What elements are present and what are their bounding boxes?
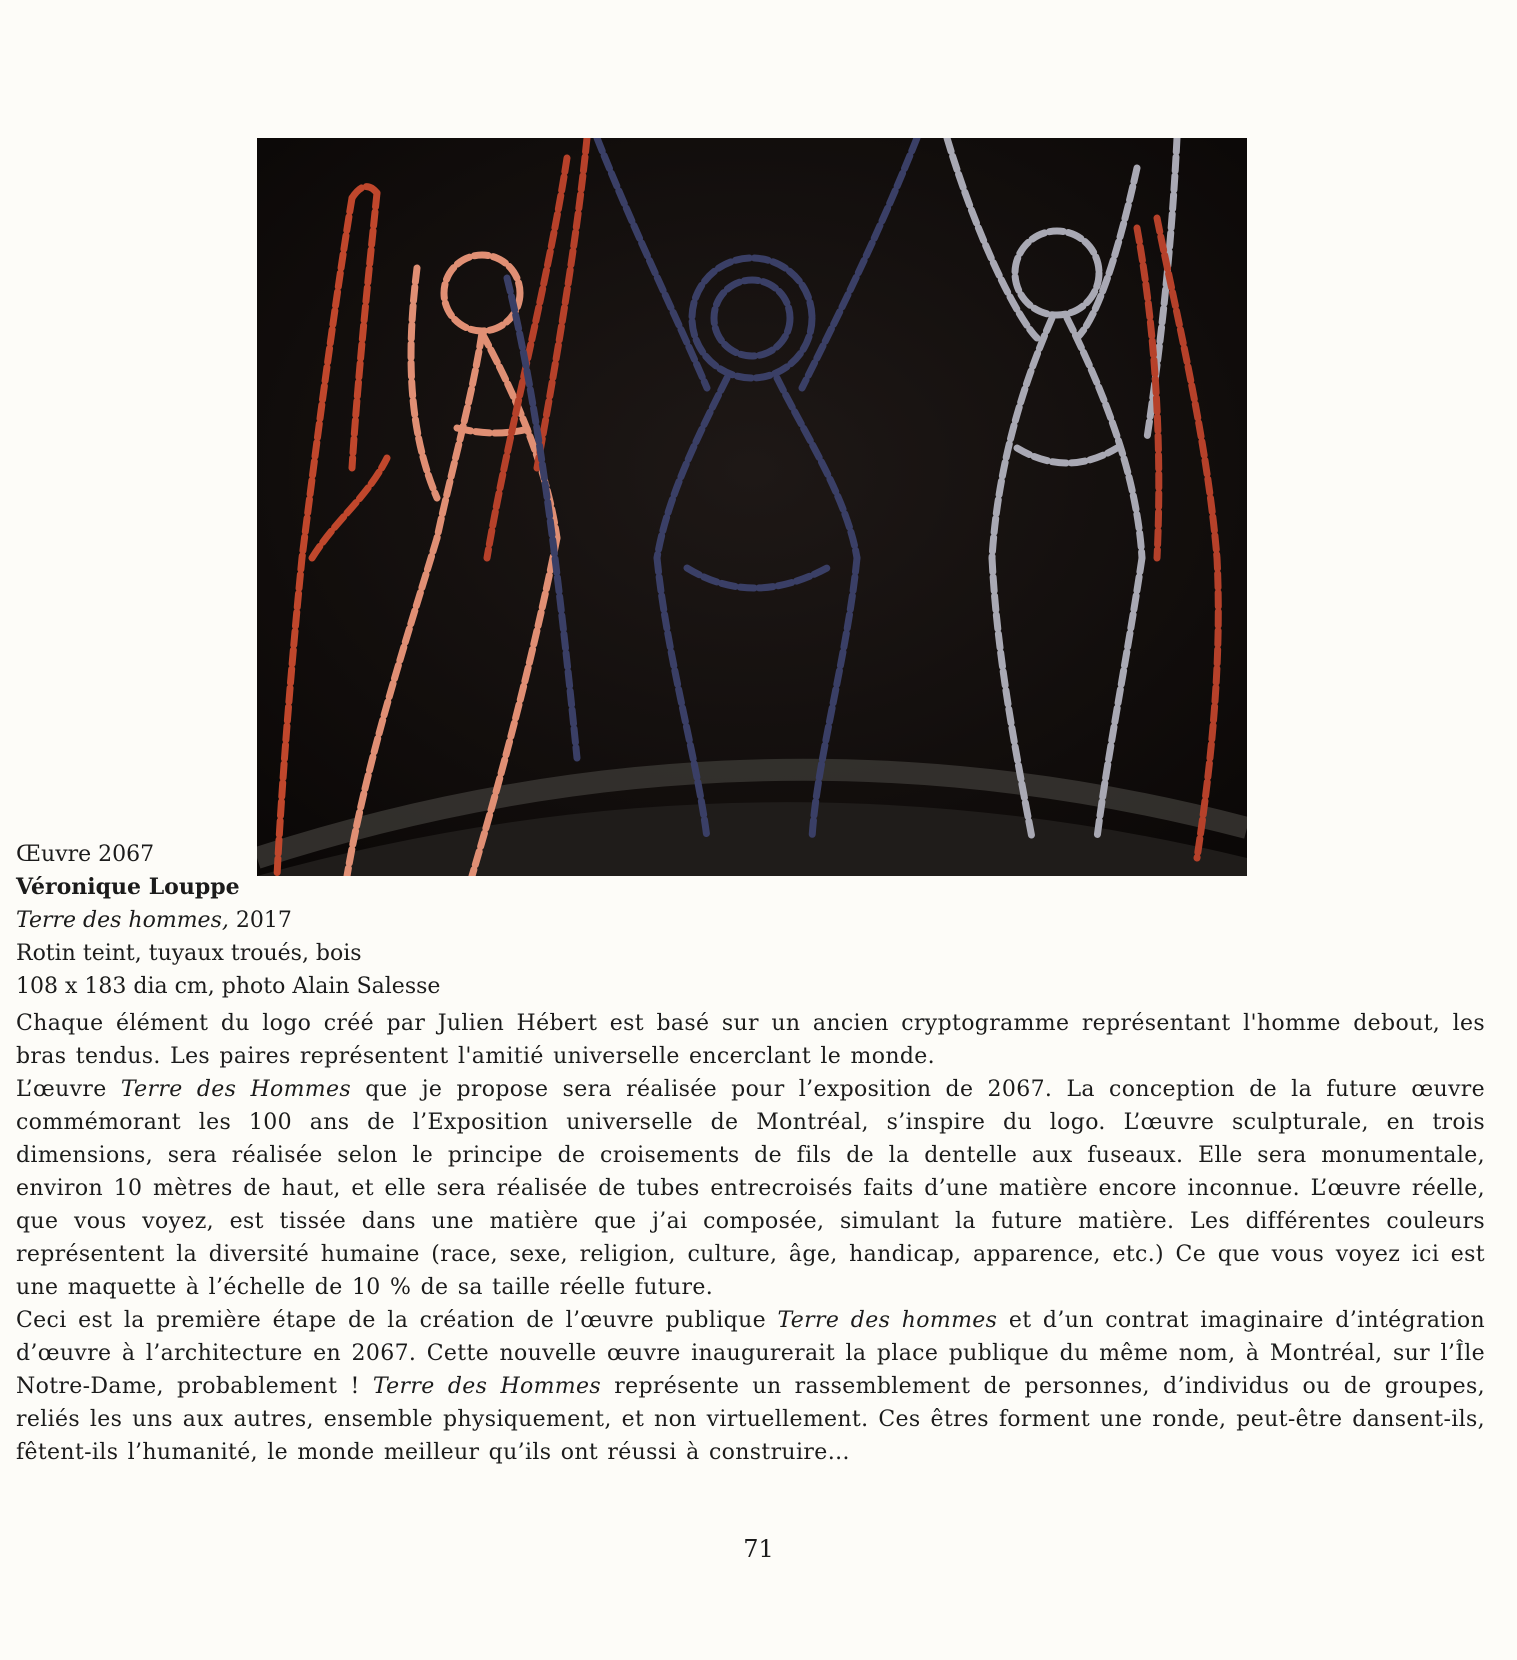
- body-text: [16, 1007, 1485, 1469]
- materials: Rotin teint, tuyaux troués, bois: [16, 941, 362, 966]
- paragraph-2-text: L’œuvre: [16, 1077, 121, 1102]
- paragraph-3-title: Terre des Hommes: [372, 1374, 602, 1399]
- paragraph-3-text: Ceci est la première étape de la création de l’œuvre publique: [16, 1308, 778, 1333]
- page-number: 71: [743, 1535, 774, 1563]
- paragraph-3: [16, 1304, 1485, 1469]
- artwork-title: Terre des hommes,: [16, 908, 229, 933]
- paragraph-1: Chaque élément du logo créé par Julien Hébert est basé sur un ancien cryptogramme représentant l'homme debout, les bras tendus. Les paires représentent l'amitié universelle encerclant le monde.: [16, 1011, 1485, 1069]
- title-line: [16, 904, 440, 937]
- artist-name: Véronique Louppe: [16, 874, 240, 900]
- paragraph-3-text: et d’un contrat imaginaire d’intégration d’œuvre à l’architecture en 2067. Cette nouvelle œuvre inaugurerait la place publique du même nom, à Montréal, sur l’Île Notre-Dame, probablement !: [16, 1308, 1485, 1399]
- paragraph-2-text: que je propose sera réalisée pour l’exposition de 2067. La conception de la future œuvre commémorant les 100 ans de l’Exposition universelle de Montréal, s’inspire du logo. L’œuvre sculpturale, en trois dimensions, sera réalisée selon le principe de croisements de fils de la dentelle aux fuseaux. Elle sera monumentale, environ 10 mètres de haut, et elle sera réalisée de tubes entrecroisés faits d’une matière encore inconnue. L’œuvre réelle, que vous voyez, est tissée dans une matière que j’ai composée, simulant la future matière. Les différentes couleurs représentent la diversité humaine (race, sexe, religion, culture, âge, handicap, apparence, etc.) Ce que vous voyez ici est une maquette à l’échelle de 10 % de sa taille réelle future.: [16, 1077, 1485, 1300]
- paragraph-2-title: Terre des Hommes: [120, 1077, 352, 1102]
- artwork-caption: [16, 838, 440, 1003]
- paragraph-3-text: représente un rassemblement de personnes, d’individus ou de groupes, reliés les uns aux autres, ensemble physiquement, et non virtuellement. Ces êtres forment une ronde, peut-être dansent-ils, fêtent-ils l’humanité, le monde meilleur qu’ils ont réussi à construire…: [16, 1374, 1486, 1465]
- sculpture-photo: [257, 138, 1247, 876]
- artwork-year: 2017: [228, 908, 292, 933]
- sculpture-image: [257, 138, 1247, 876]
- paragraph-3-title: Terre des hommes: [777, 1308, 998, 1333]
- paragraph-2: [16, 1073, 1485, 1304]
- series-label: Œuvre 2067: [16, 842, 155, 867]
- dimensions-credit: 108 x 183 dia cm, photo Alain Salesse: [16, 974, 441, 999]
